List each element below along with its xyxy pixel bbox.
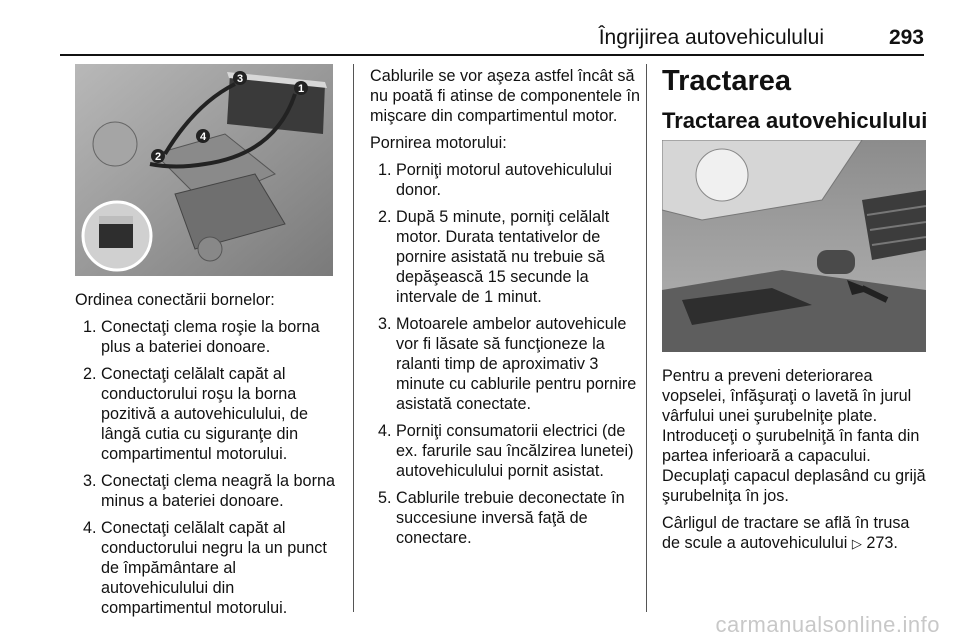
list-item (75, 471, 335, 511)
step-number: 4. (378, 422, 392, 440)
header-title: Îngrijirea autovehiculului (598, 26, 824, 49)
watermark: carmanualsonline.info (715, 612, 940, 637)
step-text: Conectaţi clema roşie la borna plus a bateriei donoare. (101, 318, 320, 356)
cable-routing-paragraph: Cablurile se vor aşeza astfel încât să nu poată fi atinse de componentele în mişcare din compartimentul motor. (370, 67, 640, 125)
towing-eye-location-paragraph (662, 513, 928, 554)
column-2 (370, 64, 640, 548)
column-divider (353, 64, 354, 612)
connection-steps-list (75, 317, 335, 618)
step-number: 5. (378, 489, 392, 507)
step-text: După 5 minute, porniţi celălalt motor. Durata tentativelor de pornire asistată nu trebuie să depăşească 15 secunde la intervale de 1 minut. (396, 208, 610, 306)
list-item (370, 160, 640, 200)
step-text: Porniţi motorul autovehiculului donor. (396, 161, 612, 199)
page-reference[interactable]: 273. (866, 534, 898, 552)
step-number: 2. (83, 365, 97, 383)
step-text: Cablurile trebuie deconectate în succesiune inversă faţă de conectare. (396, 489, 625, 547)
engine-start-steps-list (370, 160, 640, 548)
list-item (75, 364, 335, 464)
header-rule (60, 54, 924, 56)
step-number: 4. (83, 519, 97, 537)
page-reference-icon: ▷ (851, 536, 862, 551)
step-number: 3. (378, 315, 392, 333)
step-number: 1. (378, 161, 392, 179)
section-heading: Tractarea (662, 65, 791, 97)
page-header (60, 22, 924, 52)
subsection-heading: Tractarea autovehiculului (662, 108, 928, 133)
step-text: Motoarele ambelor autovehicule vor fi lăsate să funcţioneze la ralanti timp de aproximativ 3 minute cu cablurile pentru pornire asistată conectate. (396, 315, 637, 413)
step-text: Porniţi consumatorii electrici (de ex. farurile sau încălzirea lunetei) autovehiculului pornit asistat. (396, 422, 634, 480)
list-item (370, 207, 640, 307)
engine-start-intro: Pornirea motorului: (370, 134, 507, 152)
jump-start-illustration (75, 64, 333, 276)
page-number: 293 (888, 26, 924, 49)
list-item (370, 314, 640, 414)
step-text: Conectaţi celălalt capăt al conductorului roşu la borna pozitivă a autovehiculului, de lângă cutia cu siguranţe din compartimentul motorului. (101, 365, 308, 463)
callout-1: 1 (298, 83, 305, 95)
step-text: Conectaţi clema neagră la borna minus a bateriei donoare. (101, 472, 335, 510)
list-item (370, 488, 640, 548)
connection-order-intro: Ordinea conectării bornelor: (75, 291, 275, 309)
callout-4: 4 (200, 131, 207, 143)
list-item (370, 421, 640, 481)
towing-eye-text: Cârligul de tractare se află în trusa de scule a autovehiculului (662, 514, 910, 552)
step-number: 3. (83, 472, 97, 490)
column-1 (75, 64, 335, 618)
step-text: Conectaţi celălalt capăt al conductorului negru la un punct de împământare al autovehiculului din compartimentul motorului. (101, 519, 327, 617)
column-divider (646, 64, 647, 612)
callout-2: 2 (155, 151, 162, 163)
list-item (75, 518, 335, 618)
tow-eye-cover-illustration (662, 140, 926, 352)
remove-cover-paragraph: Pentru a preveni deteriorarea vopselei, înfăşuraţi o lavetă în jurul vârfului unei şurubelniţe plate. Introduceţi o şurubelniţă în fanta din partea inferioară a capacului. Decuplaţi capacul deplasând cu grijă şurubelniţa în jos. (662, 367, 926, 505)
callout-3: 3 (237, 73, 244, 85)
step-number: 2. (378, 208, 392, 226)
step-number: 1. (83, 318, 97, 336)
list-item (75, 317, 335, 357)
column-3 (662, 64, 928, 554)
